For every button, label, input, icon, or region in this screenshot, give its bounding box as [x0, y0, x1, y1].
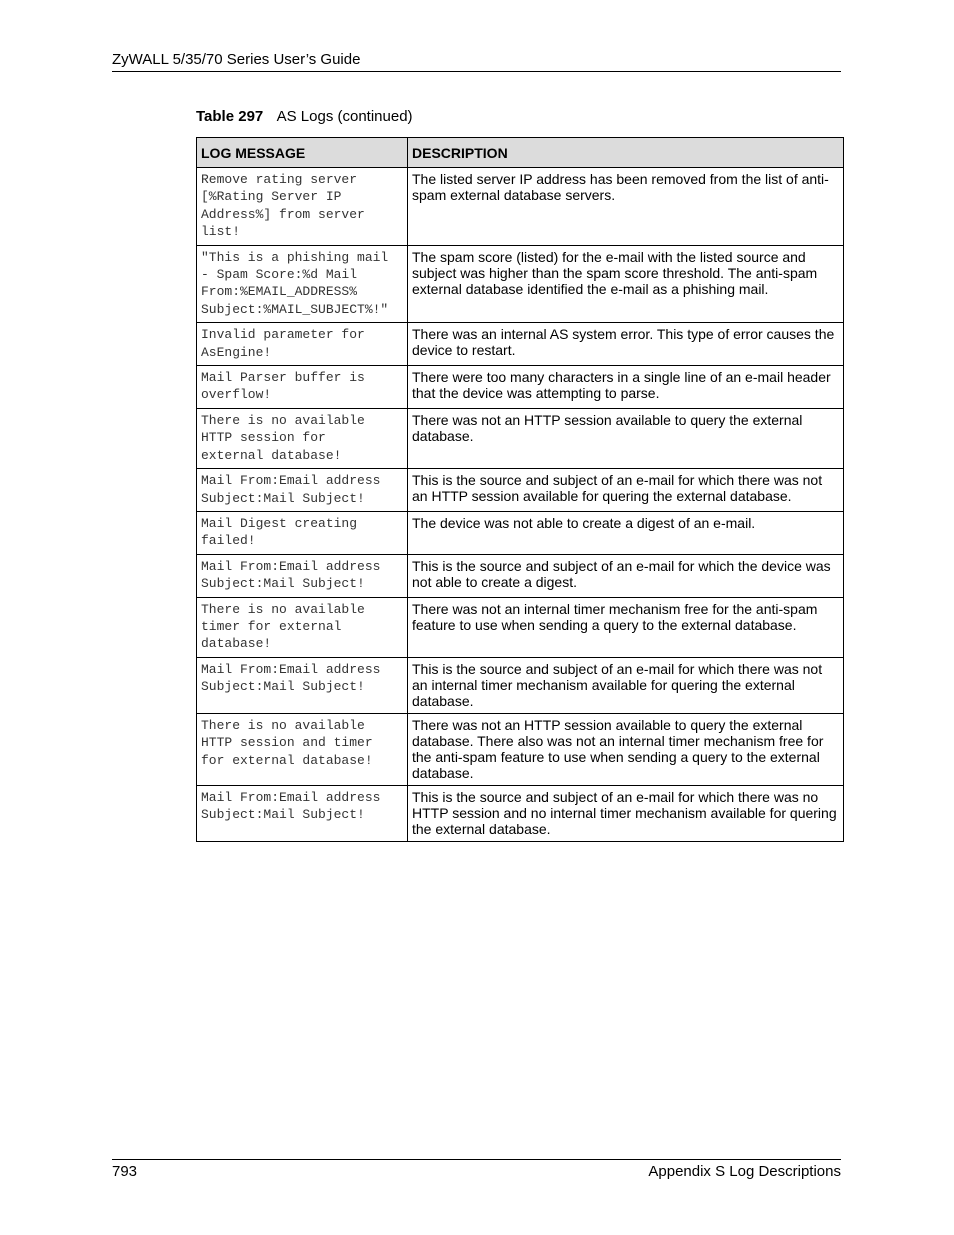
- page-number: 793: [112, 1163, 138, 1180]
- description-cell: There was not an internal timer mechanism free for the anti-spam feature to use when sending a query to the external database.: [408, 597, 844, 657]
- description-cell: This is the source and subject of an e-mail for which there was no HTTP session and no internal timer mechanism available for quering the external database.: [408, 785, 844, 841]
- log-message-cell: Mail From:Email address Subject:Mail Subject!: [197, 785, 408, 841]
- description-cell: There was not an HTTP session available to query the external database.: [408, 408, 844, 468]
- description-cell: There were too many characters in a single line of an e-mail header that the device was attempting to parse.: [408, 366, 844, 409]
- log-message-cell: Mail Parser buffer is overflow!: [197, 366, 408, 409]
- log-message-cell: Remove rating server [%Rating Server IP Address%] from server list!: [197, 168, 408, 246]
- table-number: Table 297: [196, 108, 264, 125]
- log-message-cell: There is no available HTTP session for external database!: [197, 408, 408, 468]
- as-logs-table: [196, 137, 844, 842]
- guide-title: ZyWALL 5/35/70 Series User’s Guide: [112, 51, 361, 68]
- table-caption: [196, 108, 413, 126]
- description-cell: There was an internal AS system error. This type of error causes the device to restart.: [408, 323, 844, 366]
- table-header-row: [197, 138, 844, 168]
- table-row: [197, 713, 844, 785]
- log-message-cell: There is no available timer for external database!: [197, 597, 408, 657]
- table-row: [197, 597, 844, 657]
- log-message-cell: Mail From:Email address Subject:Mail Subject!: [197, 554, 408, 597]
- log-message-cell: "This is a phishing mail - Spam Score:%d Mail From:%EMAIL_ADDRESS% Subject:%MAIL_SUBJECT%!": [197, 245, 408, 323]
- table-row: [197, 657, 844, 713]
- description-cell: There was not an HTTP session available to query the external database. There also was not an internal timer mechanism free for the anti-spam feature to use when sending a query to the external database.: [408, 713, 844, 785]
- table-row: [197, 554, 844, 597]
- description-cell: This is the source and subject of an e-mail for which there was not an internal timer mechanism available for quering the external database.: [408, 657, 844, 713]
- log-message-cell: Mail Digest creating failed!: [197, 511, 408, 554]
- log-message-cell: Mail From:Email address Subject:Mail Subject!: [197, 657, 408, 713]
- page-header: [112, 51, 841, 72]
- table-row: [197, 511, 844, 554]
- log-message-cell: Invalid parameter for AsEngine!: [197, 323, 408, 366]
- table-row: [197, 366, 844, 409]
- table-row: [197, 469, 844, 512]
- description-cell: The listed server IP address has been removed from the list of anti-spam external database servers.: [408, 168, 844, 246]
- description-cell: The spam score (listed) for the e-mail with the listed source and subject was higher than the spam score threshold. The anti-spam external database identified the e-mail as a phishing mail.: [408, 245, 844, 323]
- description-cell: This is the source and subject of an e-mail for which there was not an HTTP session available for quering the external database.: [408, 469, 844, 512]
- table-row: [197, 785, 844, 841]
- column-header-log-message: LOG MESSAGE: [197, 138, 408, 168]
- table-row: [197, 323, 844, 366]
- table-title: AS Logs (continued): [276, 108, 413, 125]
- table-row: [197, 408, 844, 468]
- section-title: Appendix S Log Descriptions: [648, 1163, 841, 1180]
- table-row: [197, 168, 844, 246]
- column-header-description: DESCRIPTION: [408, 138, 844, 168]
- page-footer: [112, 1159, 841, 1182]
- description-cell: This is the source and subject of an e-mail for which the device was not able to create a digest.: [408, 554, 844, 597]
- description-cell: The device was not able to create a digest of an e-mail.: [408, 511, 844, 554]
- table-row: [197, 245, 844, 323]
- log-message-cell: Mail From:Email address Subject:Mail Subject!: [197, 469, 408, 512]
- log-message-cell: There is no available HTTP session and timer for external database!: [197, 713, 408, 785]
